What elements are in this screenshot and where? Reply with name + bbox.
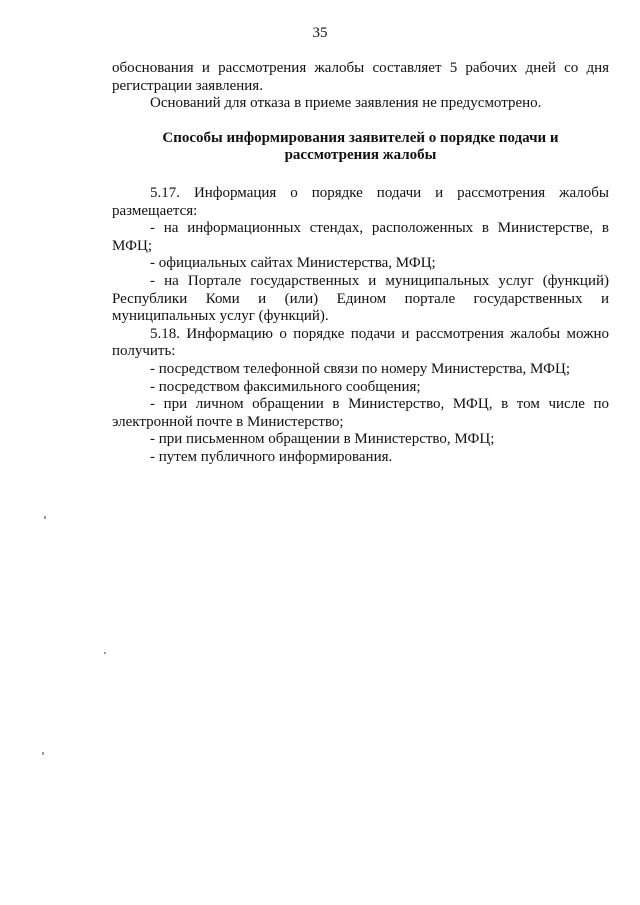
list-item: - официальных сайтах Министерства, МФЦ; (150, 255, 436, 272)
list-item: - путем публичного информирования. (150, 448, 393, 465)
page-number: 35 (312, 25, 328, 41)
list-item: - при письменном обращении в Министерство, МФЦ; (150, 431, 495, 448)
paragraph-line: регистрации заявления. (112, 77, 263, 94)
scan-speck (44, 516, 46, 519)
scan-speck (104, 652, 106, 654)
list-item: - посредством факсимильного сообщения; (150, 378, 421, 395)
scan-speck (42, 752, 44, 755)
list-item: - на Портале государственных и муниципальных услуг (функций) (150, 272, 609, 289)
heading-line: Способы информирования заявителей о порядке подачи и (162, 129, 559, 146)
document-body (112, 60, 609, 466)
clause-5-17-intro: 5.17. Информация о порядке подачи и рассмотрения жалобы (150, 184, 609, 201)
list-item-cont: электронной почте в Министерство; (112, 413, 344, 430)
list-item: - на информационных стендах, расположенных в Министерстве, в (150, 220, 609, 237)
heading-line: рассмотрения жалобы (284, 147, 437, 164)
paragraph-no-refusal: Оснований для отказа в приеме заявления не предусмотрено. (150, 95, 542, 112)
section-heading (112, 130, 609, 165)
list-item-cont: МФЦ; (112, 237, 152, 254)
list-item: - при личном обращении в Министерство, МФЦ, в том числе по (150, 396, 609, 413)
clause-5-18-intro: 5.18. Информацию о порядке подачи и рассмотрения жалобы можно (150, 325, 609, 342)
paragraph-line: обоснования и рассмотрения жалобы составляет 5 рабочих дней со дня (112, 60, 609, 76)
clause-5-18-intro-cont: получить: (112, 343, 176, 360)
list-item: - посредством телефонной связи по номеру Министерства, МФЦ; (150, 360, 571, 377)
list-item-cont: муниципальных услуг (функций). (112, 308, 329, 325)
list-item-cont: Республики Коми и (или) Едином портале государственных и (112, 290, 609, 307)
clause-5-17-intro-cont: размещается: (112, 202, 198, 219)
